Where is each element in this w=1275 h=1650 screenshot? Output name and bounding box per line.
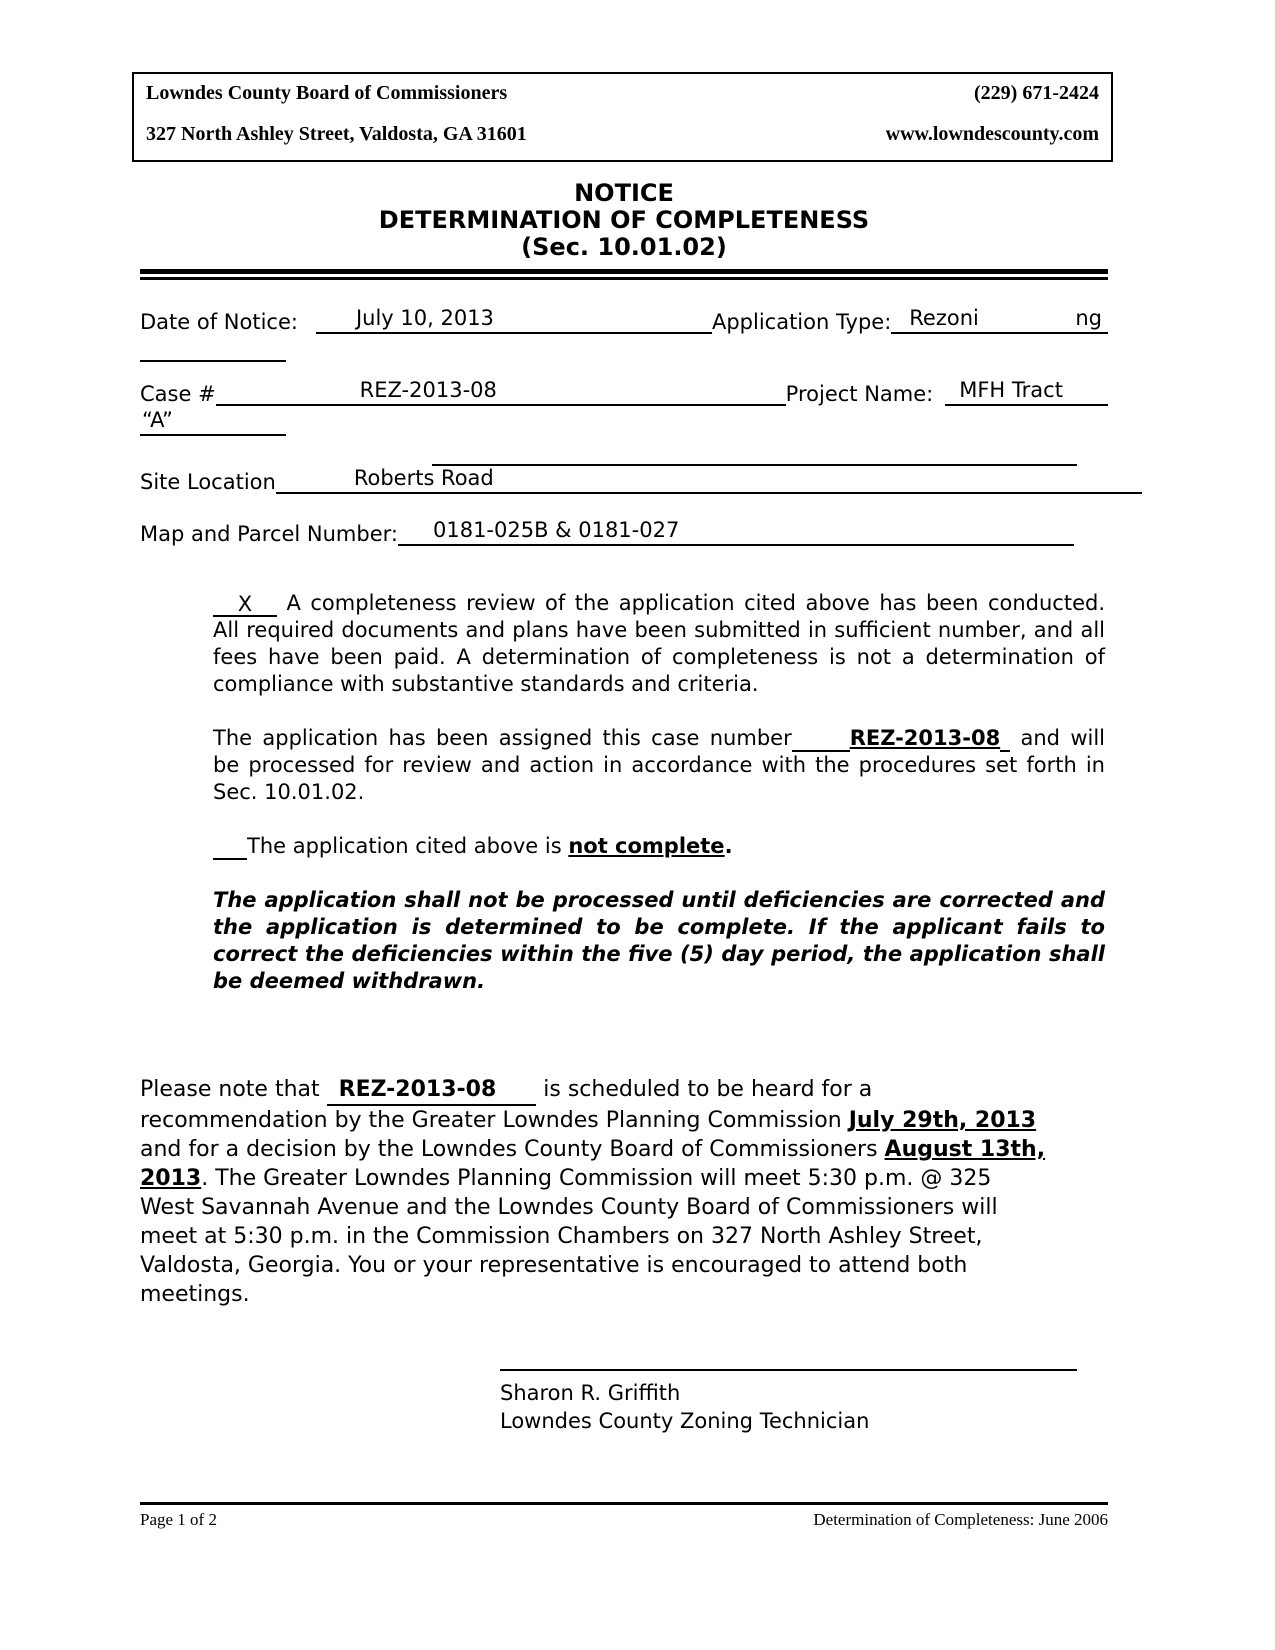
not-complete-emphasis: not complete xyxy=(568,834,725,858)
map-parcel-label: Map and Parcel Number: xyxy=(140,522,398,546)
org-website: www.lowndescounty.com xyxy=(885,123,1099,145)
section-ref: (Sec. 10.01.02) xyxy=(521,233,727,261)
completeness-text: A completeness review of the application cited above has been conducted. All required documents and plans have been submitted in sufficient number, and all fees have been paid. A determination of completeness is not a determination of compliance with substantive standards and criteria. xyxy=(213,591,1105,696)
map-parcel-row xyxy=(140,518,1074,546)
project-blank-underline xyxy=(432,448,1077,466)
header-box xyxy=(132,72,1113,162)
header-row-2 xyxy=(146,123,1099,146)
blank-underline xyxy=(792,728,850,752)
not-complete-line xyxy=(213,833,1105,860)
determination-title: DETERMINATION OF COMPLETENESS xyxy=(378,206,870,234)
date-apptype-row xyxy=(140,306,1108,334)
date-of-notice-label: Date of Notice: xyxy=(140,310,298,334)
document-title xyxy=(140,180,1108,261)
header-row-1 xyxy=(146,82,1099,105)
blank-underline xyxy=(1000,728,1010,752)
rule-bottom xyxy=(140,277,1108,280)
not-complete-text-pre: The application cited above is xyxy=(247,834,569,858)
rule-top xyxy=(140,269,1108,274)
blank-underline xyxy=(140,340,286,362)
not-complete-period: . xyxy=(724,834,733,858)
application-type-value-end: ng xyxy=(1075,306,1102,330)
signature-block xyxy=(500,1369,1108,1435)
case-assignment-paragraph xyxy=(213,725,1105,806)
project-name-value-continued: “A” xyxy=(140,408,286,436)
signature-name: Sharon R. Griffith xyxy=(500,1381,681,1405)
assignment-text-pre: The application has been assigned this case number xyxy=(213,726,792,750)
completeness-paragraph xyxy=(213,590,1105,698)
assignment-text-post: and will be processed for review and action in accordance with the procedures set forth in Sec. 10.01.02. xyxy=(213,726,1105,804)
boc-hearing-date: August 13th, 2013 xyxy=(140,1137,1046,1191)
schedule-text-post: . The Greater Lowndes Planning Commission will meet 5:30 p.m. @ 325 West Savannah Avenue and the Lowndes County Board of Commissioners will meet at 5:30 p.m. in the Commission Chambers on 327 North Ashley Street, Valdosta, Georgia. You or your representative is encouraged to attend both meetings. xyxy=(140,1166,998,1307)
schedule-case-number: REZ-2013-08 xyxy=(327,1075,537,1106)
org-phone: (229) 671-2424 xyxy=(974,82,1099,104)
body-paragraphs xyxy=(213,590,1105,995)
schedule-text-pre: Please note that xyxy=(140,1077,327,1102)
signature-line xyxy=(500,1369,1077,1371)
application-type-label: Application Type: xyxy=(711,310,892,334)
application-type-value-start: Rezoni xyxy=(909,306,979,330)
double-rule xyxy=(140,269,1108,280)
project-name-continuation-row xyxy=(140,408,1108,436)
map-parcel-value: 0181-025B & 0181-027 xyxy=(398,518,1074,546)
completeness-checkbox: X xyxy=(213,591,277,617)
schedule-text-mid1: is scheduled to be heard for a recommendation by the Greater Lowndes Planning Commission xyxy=(140,1077,873,1133)
signature-title: Lowndes County Zoning Technician xyxy=(500,1409,870,1433)
application-type-value xyxy=(891,306,1108,334)
schedule-text-mid2: and for a decision by the Lowndes County Board of Commissioners xyxy=(140,1137,885,1162)
notice-title: NOTICE xyxy=(574,179,674,207)
footer xyxy=(140,1502,1108,1530)
site-location-row xyxy=(140,466,1142,494)
org-name: Lowndes County Board of Commissioners xyxy=(146,82,508,104)
assigned-case-number: REZ-2013-08 xyxy=(849,726,1001,750)
site-location-label: Site Location xyxy=(140,470,276,494)
case-number-label: Case # xyxy=(140,382,216,406)
blank-underline xyxy=(213,836,247,860)
page-number: Page 1 of 2 xyxy=(140,1510,217,1529)
date-of-notice-value: July 10, 2013 xyxy=(316,306,712,334)
schedule-paragraph xyxy=(140,1075,1050,1309)
case-number-value: REZ-2013-08 xyxy=(216,378,786,406)
org-address: 327 North Ashley Street, Valdosta, GA 31601 xyxy=(146,123,527,145)
site-location-value: Roberts Road xyxy=(276,466,1142,494)
deficiency-warning-paragraph: The application shall not be processed until deficiencies are corrected and the application is determined to be complete. If the applicant fails to correct the deficiencies within the five (5) day period, the application shall be deemed withdrawn. xyxy=(213,888,1105,993)
plc-hearing-date: July 29th, 2013 xyxy=(848,1108,1037,1133)
footer-doc-ref: Determination of Completeness: June 2006 xyxy=(813,1510,1108,1529)
project-name-value: MFH Tract xyxy=(945,378,1108,406)
project-name-label: Project Name: xyxy=(785,382,934,406)
case-project-row xyxy=(140,378,1108,406)
